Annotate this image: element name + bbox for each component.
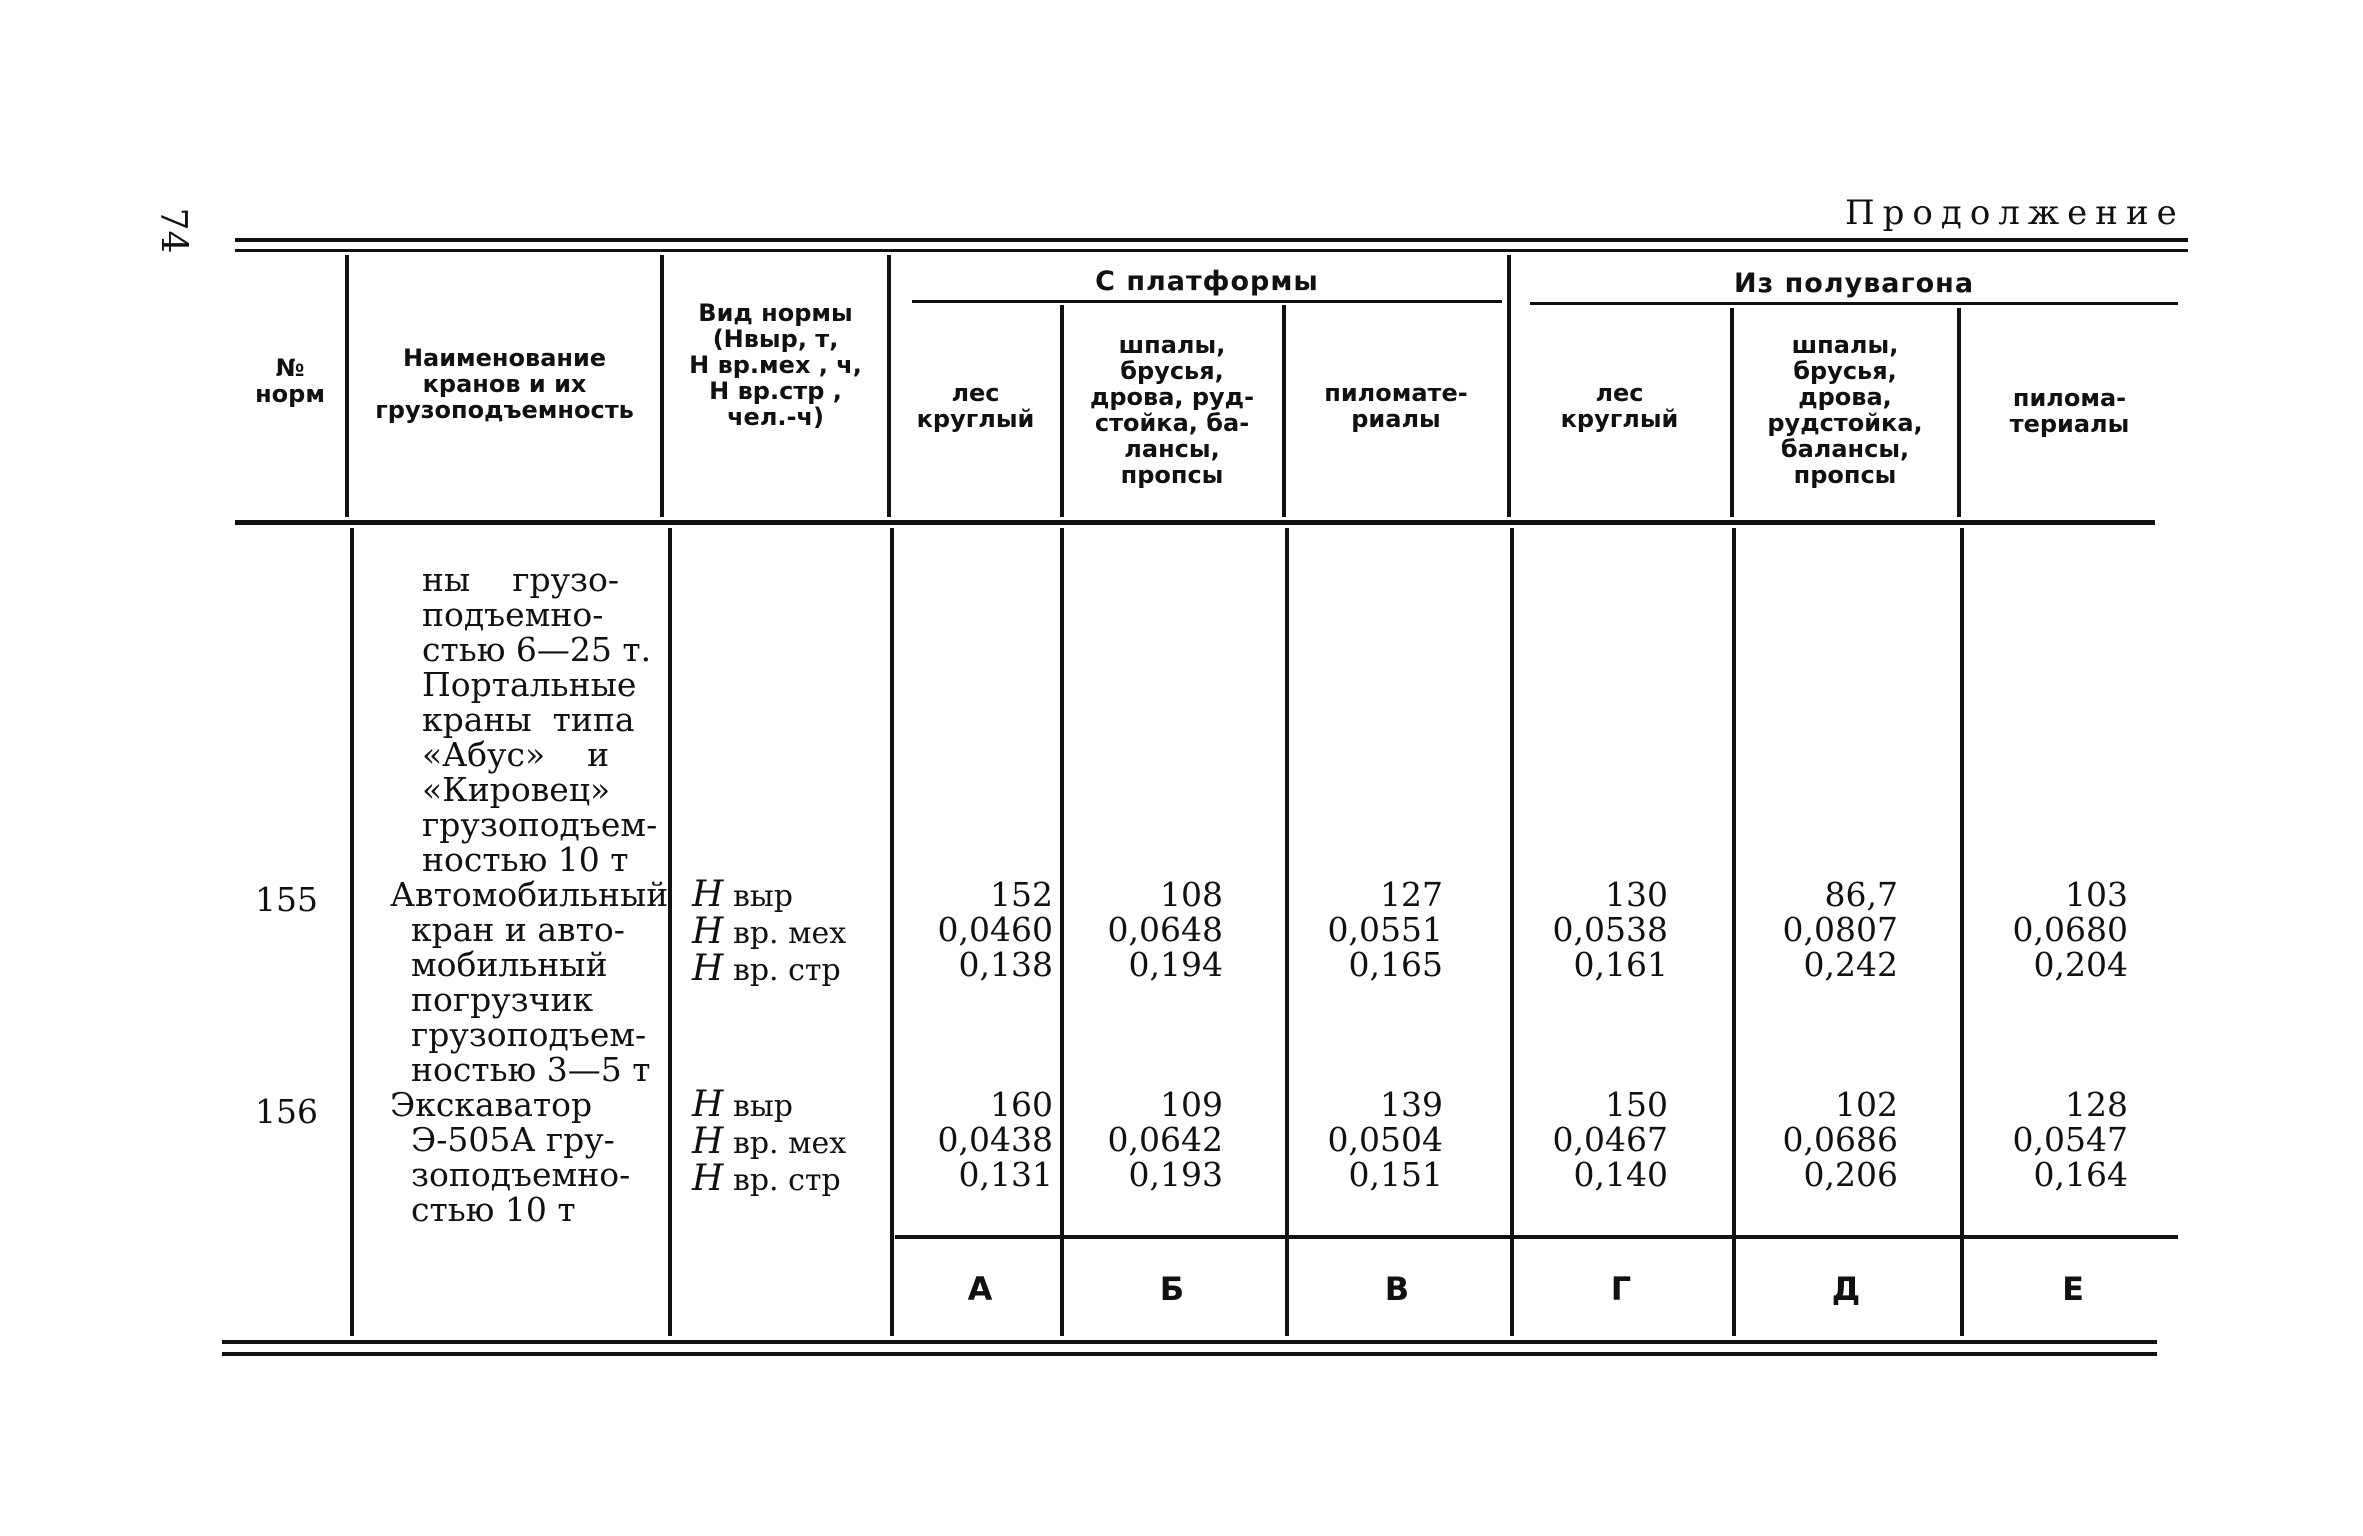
column-letter-v: В [1384, 1270, 1410, 1308]
row-155-wagon-sleepers: 86,7 0,0807 0,242 [1782, 875, 1898, 984]
continuation-label: Продолжение [1845, 193, 2185, 233]
vline-h1 [345, 255, 349, 517]
vline-h7 [1730, 308, 1734, 517]
group-wagon-rule [1530, 302, 2178, 305]
row-155-name: Автомобильный кран и авто- мобильный погрузчик грузоподъем- ностью 3—5 т [390, 875, 669, 1089]
continued-text: ны грузо- подъемно- стью 6—25 т. Портальные краны типа «Абус» и «Кировец» грузоподъем- ностью 10 т [422, 560, 658, 879]
vline-b3 [890, 528, 894, 1336]
header-wagon-sleepers: шпалы, брусья, дрова, рудстойка, балансы, пропсы [1767, 331, 1923, 489]
row-155-platform-round-timber: 152 0,0460 0,138 [937, 875, 1053, 984]
vline-h8 [1957, 308, 1961, 517]
row-156-no: 156 [255, 1092, 318, 1131]
header-platform-sleepers: шпалы, брусья, дрова, руд- стойка, ба- лансы, пропсы [1089, 331, 1255, 489]
vline-b5 [1285, 528, 1289, 1336]
column-letter-g: Г [1610, 1270, 1632, 1308]
row-156-norm-types: H выр H вр. мех H вр. стр [692, 1084, 847, 1199]
header-platform-round-timber: лес круглый [916, 379, 1035, 433]
vline-b6 [1510, 528, 1514, 1336]
vline-h2 [660, 255, 664, 517]
row-155-platform-sleepers: 108 0,0648 0,194 [1107, 875, 1223, 984]
column-letter-d: Д [1831, 1270, 1861, 1308]
vline-h5 [1060, 305, 1064, 517]
header-wagon-round-timber: лес круглый [1560, 379, 1679, 433]
vline-b7 [1732, 528, 1736, 1336]
group-platform-rule [912, 300, 1502, 303]
row-156-platform-round-timber: 160 0,0438 0,131 [937, 1085, 1053, 1194]
bottom-rule-1 [222, 1340, 2157, 1344]
top-rule-2 [235, 249, 2188, 252]
header-col-name: Наименование кранов и их грузоподъемность [375, 344, 634, 424]
header-group-platform: С платформы [1095, 266, 1319, 297]
row-155-no: 155 [255, 880, 318, 919]
header-col-norm: Вид нормы (Hвыр, т, H вр.мех , ч, H вр.стр , чел.-ч) [689, 299, 862, 431]
bottom-rule-2 [222, 1352, 2157, 1356]
row-155-platform-lumber: 127 0,0551 0,165 [1327, 875, 1443, 984]
vline-h3 [887, 255, 891, 517]
row-156-platform-lumber: 139 0,0504 0,151 [1327, 1085, 1443, 1194]
letters-top-rule [895, 1235, 2178, 1239]
column-letter-a: А [967, 1270, 993, 1308]
vline-b1 [350, 528, 354, 1336]
header-wagon-lumber: пилома- териалы [2009, 384, 2130, 438]
vline-h6 [1282, 305, 1286, 517]
page-number: 74 [152, 207, 194, 254]
column-letter-b: Б [1159, 1270, 1185, 1308]
vline-h4 [1507, 255, 1511, 517]
row-156-platform-sleepers: 109 0,0642 0,193 [1107, 1085, 1223, 1194]
column-letter-e: Е [2062, 1270, 2084, 1308]
vline-b4 [1060, 528, 1064, 1336]
header-group-wagon: Из полувагона [1733, 268, 1975, 299]
row-155-wagon-lumber: 103 0,0680 0,204 [2012, 875, 2128, 984]
row-156-wagon-round-timber: 150 0,0467 0,140 [1552, 1085, 1668, 1194]
row-155-wagon-round-timber: 130 0,0538 0,161 [1552, 875, 1668, 984]
row-156-wagon-lumber: 128 0,0547 0,164 [2012, 1085, 2128, 1194]
vline-b8 [1960, 528, 1964, 1336]
header-bottom-rule [235, 520, 2155, 525]
header-col-no: № норм [255, 354, 325, 408]
row-155-norm-types: H выр H вр. мех H вр. стр [692, 874, 847, 989]
header-platform-lumber: пиломате- риалы [1324, 379, 1468, 433]
row-156-name: Экскаватор Э-505А гру- зоподъемно- стью 10 т [390, 1085, 631, 1229]
vline-b2 [668, 528, 672, 1336]
top-rule-1 [235, 238, 2188, 242]
row-156-wagon-sleepers: 102 0,0686 0,206 [1782, 1085, 1898, 1194]
